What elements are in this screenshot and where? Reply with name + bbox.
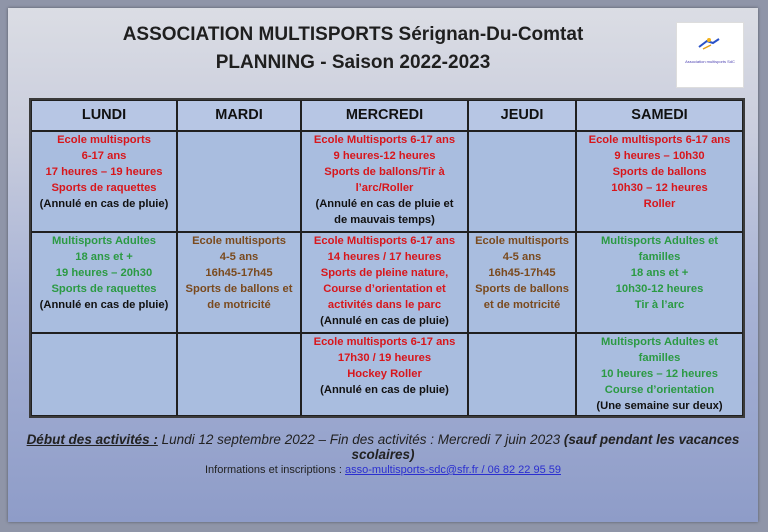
- schedule-line: Ecole multisports: [192, 235, 286, 247]
- association-title: ASSOCIATION MULTISPORTS Sérignan-Du-Comtat: [122, 24, 584, 45]
- day-header-lundi: LUNDI: [31, 100, 177, 131]
- logo-text: Association multisports SdC: [685, 59, 735, 64]
- schedule-line: 18 ans et +: [75, 250, 133, 263]
- dates-text: Lundi 12 septembre 2022 – Fin des activités : Mercredi 7 juin 2023: [157, 432, 564, 447]
- schedule-line: (Une semaine sur deux): [596, 399, 723, 412]
- schedule-line: Ecole Multisports 6-17 ans: [313, 235, 456, 247]
- contact-info: [8, 464, 758, 476]
- schedule-line: Course d’orientation: [604, 383, 715, 396]
- schedule-line: Sports de ballons: [612, 165, 707, 178]
- start-label: Début des activités :: [26, 432, 158, 447]
- schedule-line: Multisports Adultes: [51, 235, 156, 247]
- day-header-jeudi: JEUDI: [468, 100, 576, 131]
- schedule-cell-jeudi-row1: [468, 131, 576, 232]
- schedule-line: 14 heures / 17 heures: [327, 250, 442, 263]
- day-header-mercredi: MERCREDI: [301, 100, 468, 131]
- schedule-line: 6-17 ans: [81, 149, 127, 162]
- schedule-line: Roller: [643, 197, 676, 210]
- schedule-line: Sports de pleine nature,: [320, 266, 449, 279]
- schedule-line: Sports de ballons: [475, 282, 569, 295]
- association-logo: [676, 22, 744, 88]
- schedule-line: (Annulé en cas de pluie et: [315, 197, 454, 210]
- schedule-line: Sports de ballons et: [185, 282, 293, 295]
- schedule-cell-jeudi-row3: [468, 333, 576, 416]
- schedule-line: (Annulé en cas de pluie): [39, 197, 169, 210]
- schedule-cell-samedi-row2: [576, 232, 743, 333]
- schedule-line: (Annulé en cas de pluie): [320, 383, 449, 396]
- schedule-line: 10h30-12 heures: [615, 282, 704, 295]
- schedule-line: Ecole multisports: [57, 134, 151, 146]
- schedule-line: 17h30 / 19 heures: [337, 351, 432, 364]
- schedule-line: Sports de raquettes: [51, 181, 157, 194]
- schedule-line: Multisports Adultes et: [600, 235, 719, 247]
- schedule-line: Course d’orientation et: [323, 282, 446, 295]
- day-header-mardi: MARDI: [177, 100, 301, 131]
- schedule-line: Ecole multisports: [475, 235, 569, 247]
- schedule-line: et de motricité: [483, 298, 561, 311]
- schedule-cell-samedi-row1: [576, 131, 743, 232]
- info-label: Informations et inscriptions :: [205, 464, 346, 476]
- contact-link[interactable]: asso-multisports-sdc@sfr.fr / 06 82 22 95 59: [345, 464, 561, 476]
- day-header-samedi: SAMEDI: [576, 100, 743, 131]
- runner-logo-icon: [697, 37, 721, 51]
- schedule-line: Ecole Multisports 6-17 ans: [313, 134, 456, 146]
- schedule-line: Tir à l’arc: [634, 298, 685, 311]
- schedule-cell-mardi-row2: [177, 232, 301, 333]
- schedule-cell-samedi-row3: [576, 333, 743, 416]
- schedule-cell-mercredi-row2: [301, 232, 468, 333]
- schedule-line: Multisports Adultes et: [600, 336, 719, 348]
- schedule-cell-mardi-row1: [177, 131, 301, 232]
- schedule-line: l’arc/Roller: [355, 181, 414, 194]
- schedule-line: de mauvais temps): [334, 213, 435, 226]
- schedule-line: 9 heures-12 heures: [333, 149, 436, 162]
- schedule-cell-mercredi-row3: [301, 333, 468, 416]
- schedule-line: (Annulé en cas de pluie): [39, 298, 169, 311]
- schedule-line: familles: [638, 250, 681, 263]
- planning-sheet: [8, 8, 758, 522]
- schedule-cell-mardi-row3: [177, 333, 301, 416]
- schedule-line: 10h30 – 12 heures: [611, 181, 708, 194]
- schedule-cell-lundi-row2: [31, 232, 177, 333]
- schedule-line: 17 heures – 19 heures: [45, 165, 163, 178]
- schedule-line: 16h45-17h45: [205, 266, 273, 279]
- weekly-schedule-table: [29, 98, 745, 418]
- schedule-line: Hockey Roller: [347, 367, 422, 380]
- schedule-line: Sports de raquettes: [51, 282, 157, 295]
- schedule-line: 18 ans et +: [630, 266, 689, 279]
- holidays-note: (sauf pendant les vacances scolaires): [351, 432, 740, 462]
- schedule-line: activités dans le parc: [327, 298, 442, 311]
- schedule-line: 9 heures – 10h30: [614, 149, 705, 162]
- schedule-line: Ecole multisports 6-17 ans: [588, 134, 731, 146]
- schedule-line: Sports de ballons/Tir à: [324, 165, 445, 178]
- schedule-line: 4-5 ans: [219, 250, 259, 263]
- schedule-cell-lundi-row3: [31, 333, 177, 416]
- activity-dates: [8, 432, 758, 462]
- schedule-line: Ecole multisports 6-17 ans: [313, 336, 456, 348]
- schedule-cell-jeudi-row2: [468, 232, 576, 333]
- schedule-line: 10 heures – 12 heures: [601, 367, 718, 380]
- schedule-line: (Annulé en cas de pluie): [320, 314, 449, 327]
- schedule-line: familles: [638, 351, 681, 364]
- schedule-line: de motricité: [207, 298, 271, 311]
- schedule-line: 4-5 ans: [502, 250, 542, 263]
- schedule-line: 19 heures – 20h30: [55, 266, 153, 279]
- schedule-cell-mercredi-row1: [301, 131, 468, 232]
- planning-subtitle: PLANNING - Saison 2022-2023: [215, 52, 491, 73]
- schedule-line: 16h45-17h45: [488, 266, 556, 279]
- schedule-cell-lundi-row1: [31, 131, 177, 232]
